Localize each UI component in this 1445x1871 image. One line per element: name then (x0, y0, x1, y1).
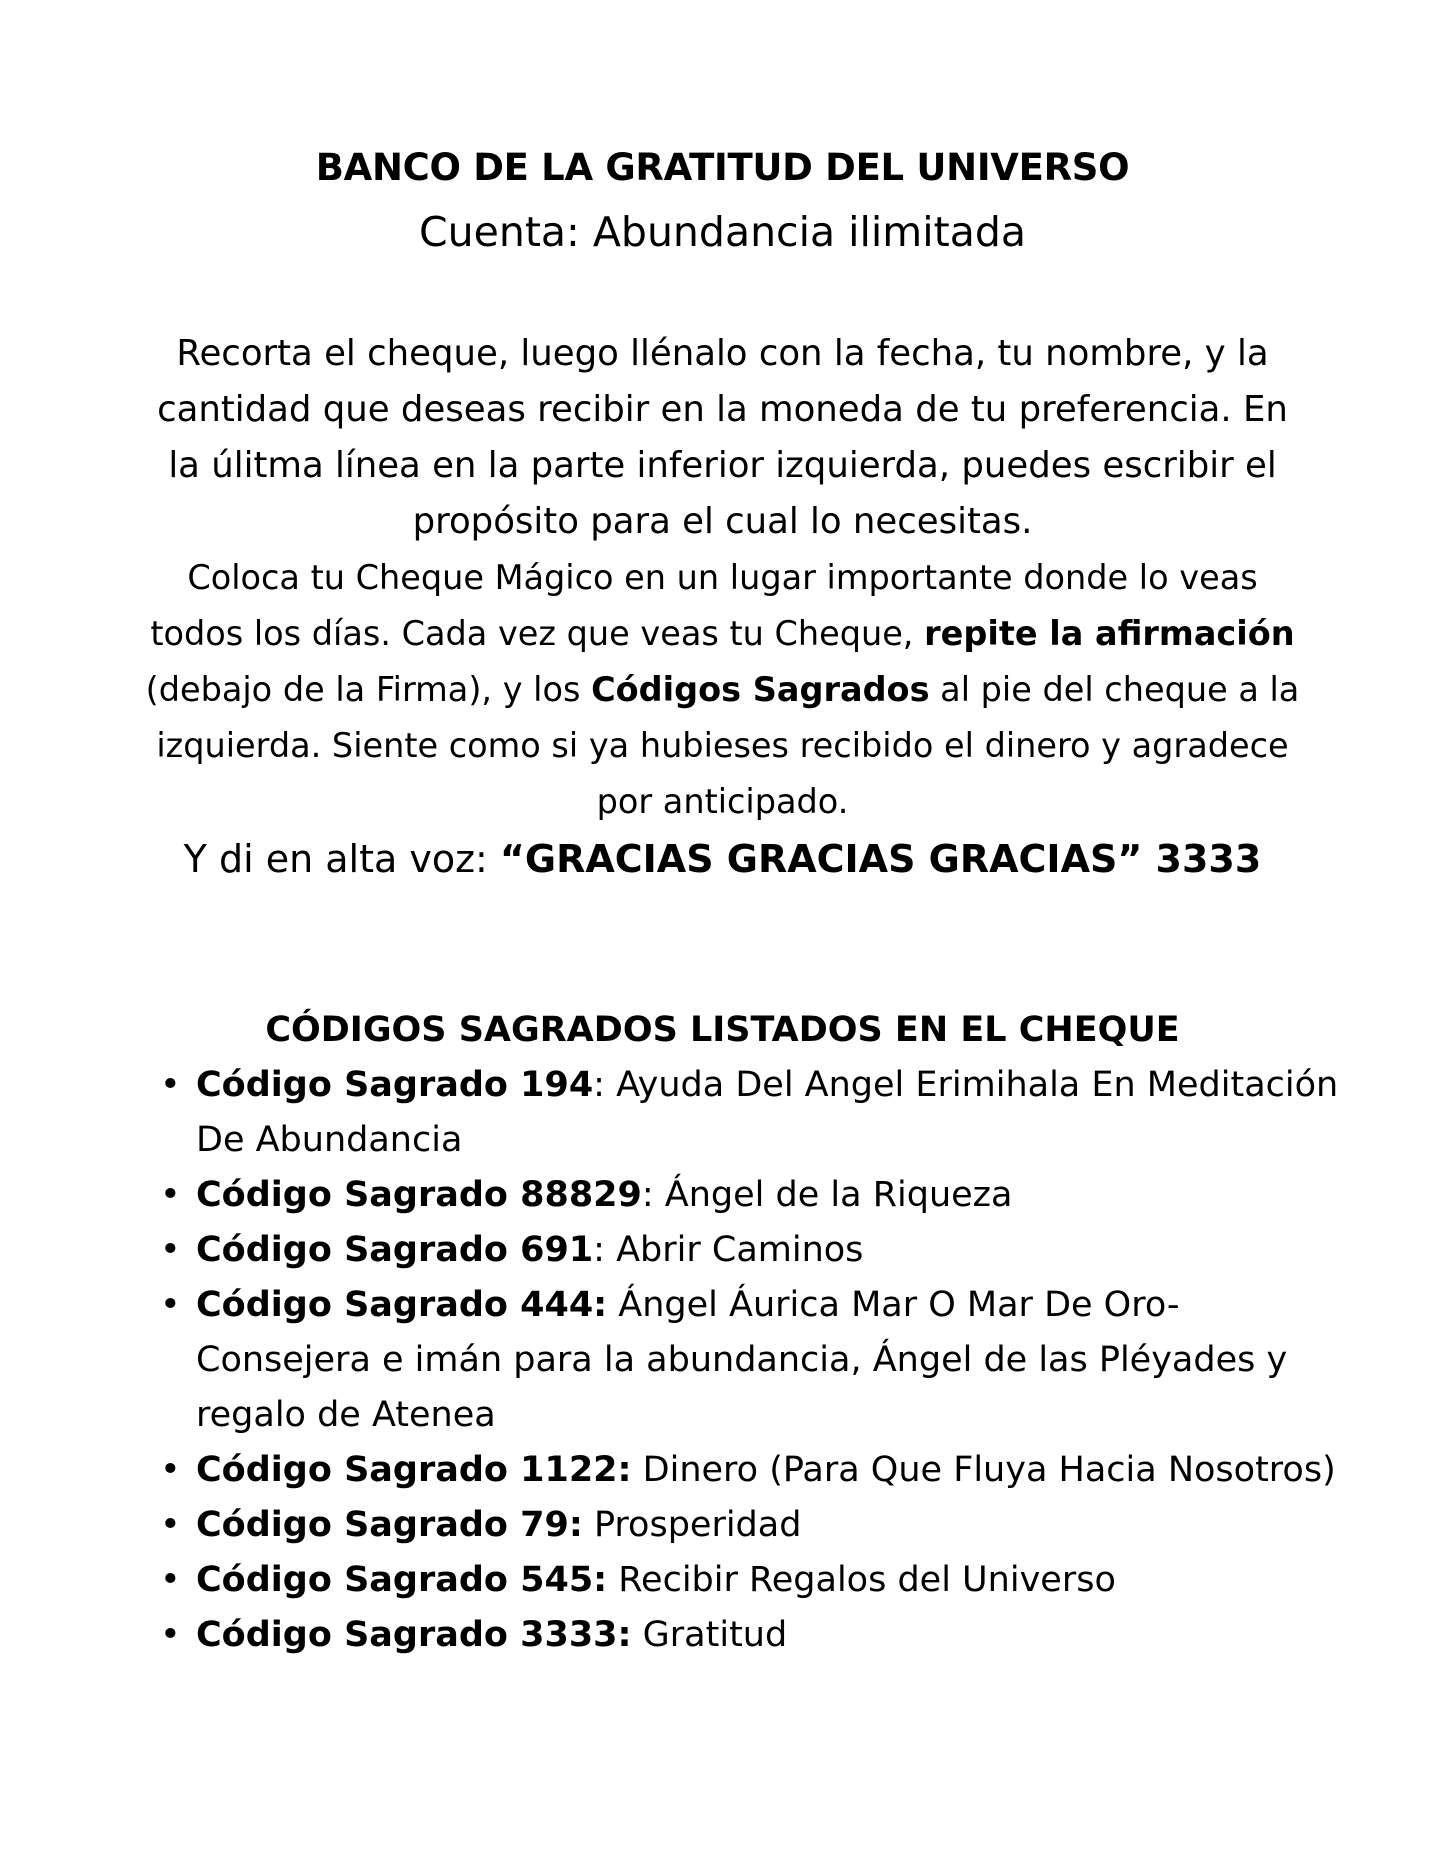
instructions-bold-codes: Códigos Sagrados (591, 670, 930, 709)
list-item (160, 1168, 1356, 1223)
code-label: Código Sagrado 79: (196, 1505, 583, 1545)
code-separator: : (641, 1175, 654, 1215)
codes-heading: CÓDIGOS SAGRADOS LISTADOS EN EL CHEQUE (265, 1010, 1180, 1050)
list-item (160, 1443, 1356, 1498)
final-affirmation-bold: “GRACIAS GRACIAS GRACIAS” 3333 (499, 837, 1262, 881)
codes-list (160, 1058, 1356, 1663)
account-subtitle: Cuenta: Abundancia ilimitada (419, 208, 1026, 256)
instructions-bold-affirmation: repite la afirmación (924, 614, 1295, 653)
code-description: Ángel Áurica Mar O Mar De Oro- Consejera e imán para la abundancia, Ángel de las Pléyades y regalo de Atenea (196, 1285, 1288, 1435)
list-item (160, 1223, 1356, 1278)
code-description: Ayuda Del Angel Erimihala En Meditación De Abundancia (196, 1065, 1339, 1160)
list-item (160, 1553, 1356, 1608)
final-affirmation-line (0, 831, 1445, 887)
code-separator: : (593, 1065, 605, 1105)
code-description: Abrir Caminos (604, 1230, 864, 1270)
bullet-icon: • (160, 1285, 181, 1325)
list-item (160, 1608, 1356, 1663)
bullet-icon: • (160, 1450, 181, 1490)
bullet-icon: • (160, 1560, 181, 1600)
code-description: Recibir Regalos del Universo (607, 1560, 1116, 1600)
code-description: Ángel de la Riqueza (653, 1175, 1013, 1215)
instructions-part-1: Recorta el cheque, luego llénalo con la fecha, tu nombre, y la cantidad que deseas recibir en la moneda de tu preferencia. En la úlitma línea en la parte inferior izquierda, puedes escribir el propósito para el cual lo necesitas. (157, 333, 1288, 542)
code-label: Código Sagrado 3333: (196, 1615, 632, 1655)
code-label: Código Sagrado 88829 (196, 1175, 642, 1215)
bullet-icon: • (160, 1065, 181, 1105)
list-item (160, 1498, 1356, 1553)
bullet-icon: • (160, 1615, 181, 1655)
bullet-icon: • (160, 1505, 181, 1545)
bullet-icon: • (160, 1175, 181, 1215)
instructions-part-2-mid: (debajo de la Firma), y los (145, 670, 592, 709)
instructions-part-2-start: Coloca tu Cheque Mágico en un lugar importante donde lo veas todos los días. Cada vez que veas tu Cheque, (150, 558, 1258, 653)
final-affirmation-prefix: Y di en alta voz: (183, 837, 500, 881)
list-item (160, 1278, 1356, 1443)
code-description: Dinero (Para Que Fluya Hacia Nosotros) (631, 1450, 1336, 1490)
code-description: Gratitud (631, 1615, 788, 1655)
instructions-part-2-end: al pie del cheque a la izquierda. Siente como si ya hubieses recibido el dinero y agradece por anticipado. (156, 670, 1300, 821)
code-description: Prosperidad (582, 1505, 802, 1545)
bank-title: BANCO DE LA GRATITUD DEL UNIVERSO (315, 146, 1130, 189)
instructions-paragraph (140, 326, 1305, 830)
bullet-icon: • (160, 1230, 181, 1270)
code-label: Código Sagrado 545: (196, 1560, 608, 1600)
code-separator: : (593, 1230, 605, 1270)
code-label: Código Sagrado 1122: (196, 1450, 632, 1490)
code-label: Código Sagrado 194 (196, 1065, 594, 1105)
list-item (160, 1058, 1356, 1168)
code-label: Código Sagrado 691 (196, 1230, 594, 1270)
code-label: Código Sagrado 444: (196, 1285, 608, 1325)
